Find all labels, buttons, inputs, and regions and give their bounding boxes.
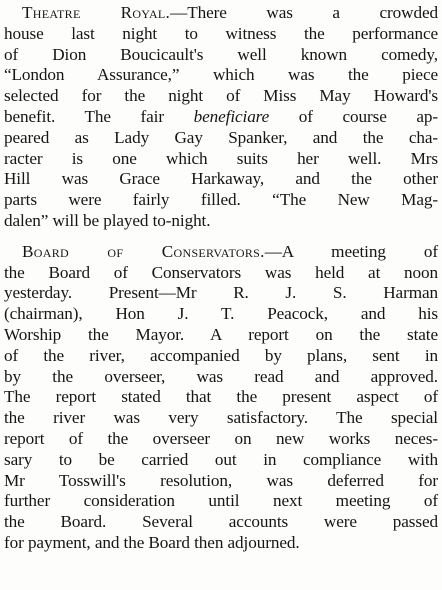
- article-line: Worship the Mayor. A report on the state: [4, 324, 438, 344]
- article-gap: [4, 232, 438, 242]
- article-line: the Board. Several accounts were passed: [4, 512, 438, 532]
- article-line: peared as Lady Gay Spanker, and the cha-: [4, 127, 438, 147]
- article-line: the river was very satisfactory. The special: [4, 408, 438, 428]
- article-board-of-conservators: [4, 242, 438, 554]
- article-text: —There was a crowded: [170, 3, 438, 22]
- article-line: (chairman), Hon J. T. Peacock, and his: [4, 304, 438, 324]
- article-line: by the overseer, was read and approved.: [4, 366, 438, 386]
- article-line: selected for the night of Miss May Howard's: [4, 86, 438, 106]
- article-line: of the river, accompanied by plans, sent in: [4, 345, 438, 365]
- article-line: dalen” will be played to-night.: [4, 210, 211, 230]
- article-heading: Theatre Royal.: [22, 3, 171, 22]
- article-line: of Dion Boucicault's well known comedy,: [4, 44, 438, 64]
- article-theatre-royal: [4, 3, 438, 232]
- article-line: sary to be carried out in compliance with: [4, 449, 438, 469]
- italic-word: beneficiare: [193, 106, 270, 126]
- article-line: house last night to witness the performance: [4, 23, 438, 43]
- article-text: benefit. The fair: [4, 106, 194, 126]
- article-first-line: [4, 3, 438, 24]
- article-text: of course ap-: [269, 106, 438, 126]
- text-column: [4, 3, 438, 554]
- article-line: Mr Tosswill's resolution, was deferred for: [4, 470, 438, 490]
- article-first-line: [4, 242, 438, 263]
- article-heading: Board of Conservators.: [22, 241, 265, 261]
- article-line: for payment, and the Board then adjourned.: [4, 532, 300, 552]
- article-line: parts were fairly filled. “The New Mag-: [4, 190, 438, 210]
- article-line: the Board of Conservators was held at noon: [4, 262, 438, 282]
- article-line: [4, 107, 438, 128]
- article-line: racter is one which suits her well. Mrs: [4, 148, 438, 168]
- article-line: yesterday. Present—Mr R. J. S. Harman: [4, 283, 438, 303]
- article-line: The report stated that the present aspect of: [4, 387, 438, 407]
- article-line: Hill was Grace Harkaway, and the other: [4, 169, 438, 189]
- article-line: “London Assurance,” which was the piece: [4, 65, 438, 85]
- article-line: further consideration until next meeting of: [4, 491, 438, 511]
- article-text: —A meeting of: [264, 241, 438, 261]
- article-line: report of the overseer on new works neces-: [4, 428, 438, 448]
